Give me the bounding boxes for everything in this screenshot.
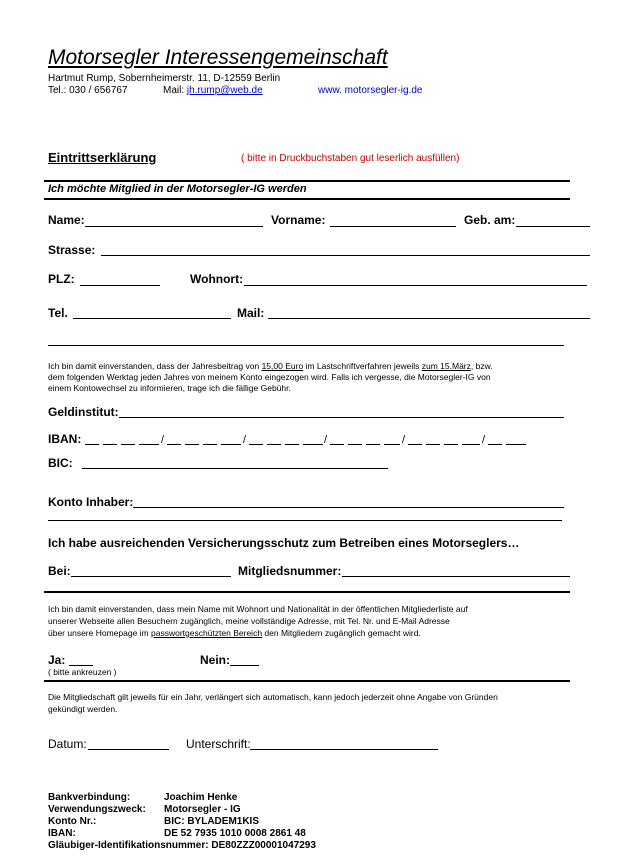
extra-line[interactable]	[48, 345, 564, 346]
konto-inhaber-label: Konto Inhaber:	[48, 495, 134, 509]
consent-line-3a: über unsere Homepage im	[48, 628, 152, 638]
plz-label: PLZ:	[48, 272, 75, 286]
org-mail	[163, 85, 263, 96]
konto-value: BIC: BYLADEM1KIS	[164, 816, 260, 827]
vorname-field[interactable]	[330, 226, 456, 227]
mitgliedsnummer-label: Mitgliedsnummer:	[238, 564, 342, 578]
sepa-text-1a: Ich bin damit einverstanden, dass der Jahresbeitrag von	[48, 361, 262, 371]
glaeubiger-id	[48, 840, 316, 851]
vorname-label: Vorname:	[271, 213, 326, 227]
strasse-field[interactable]	[101, 255, 590, 256]
bank-iban-label: IBAN:	[48, 828, 76, 839]
geb-label: Geb. am:	[464, 213, 516, 227]
form-title: Eintrittserklärung	[48, 150, 157, 165]
divider	[44, 680, 570, 682]
sepa-date: zum 15.März	[421, 361, 471, 371]
plz-field[interactable]	[80, 285, 160, 286]
datum-field[interactable]	[88, 749, 169, 750]
divider	[44, 180, 570, 182]
wohnort-field[interactable]	[244, 285, 587, 286]
unterschrift-label: Unterschrift:	[186, 737, 251, 751]
geldinstitut-field[interactable]	[119, 417, 564, 418]
konto-inhaber-field-2[interactable]	[48, 520, 562, 521]
consent-line-1: Ich bin damit einverstanden, dass mein Name mit Wohnort und Nationalität in der öffentlichen Mitgliederliste auf	[48, 604, 468, 614]
divider	[44, 198, 570, 200]
consent-line-3	[48, 628, 421, 640]
consent-line-3b: den Mitgliedern zugänglich gemacht wird.	[262, 628, 421, 638]
konto-label: Konto Nr.:	[48, 816, 97, 827]
glaeubiger-value: DE80ZZZ00001047293	[211, 840, 316, 851]
sepa-text-1b: im Lastschriftverfahren jeweils	[303, 361, 422, 371]
ja-label: Ja:	[48, 653, 66, 667]
membership-line-2: gekündigt werden.	[48, 704, 118, 714]
membership-intro: Ich möchte Mitglied in der Motorsegler-IG werden	[48, 183, 307, 195]
iban-label: IBAN:	[48, 432, 82, 446]
mail-field-label: Mail:	[237, 306, 265, 320]
ja-checkbox-field[interactable]	[69, 665, 93, 666]
mitgliedsnummer-field[interactable]	[342, 576, 570, 577]
verwendungszweck-label: Verwendungszweck:	[48, 804, 146, 815]
wohnort-label: Wohnort:	[190, 272, 244, 286]
mail-label: Mail:	[163, 85, 185, 96]
unterschrift-field[interactable]	[250, 749, 438, 750]
bei-label: Bei:	[48, 564, 71, 578]
name-field[interactable]	[85, 226, 263, 227]
bankverbindung-value: Joachim Henke	[164, 792, 238, 803]
org-phone: Tel.: 030 / 656767	[48, 85, 128, 96]
konto-inhaber-field[interactable]	[133, 507, 564, 508]
org-address: Hartmut Rump, Sobernheimerstr. 11, D-12559 Berlin	[48, 73, 281, 84]
nein-checkbox-field[interactable]	[230, 665, 259, 666]
mail-link[interactable]: jh.rump@web.de	[186, 85, 263, 96]
consent-line-2: unserer Webseite allen Besuchern zugänglich, meine vollständige Adresse, mit Tel. Nr. und E-Mail Adresse	[48, 616, 450, 626]
strasse-label: Strasse:	[48, 243, 96, 257]
membership-line-1: Die Mitgliedschaft gilt jeweils für ein Jahr, verlängert sich automatisch, kann jedoch jederzeit ohne Angabe von Gründen	[48, 692, 498, 702]
insurance-statement: Ich habe ausreichenden Versicherungsschutz zum Betreiben eines Motorseglers…	[48, 536, 520, 550]
geb-field[interactable]	[516, 226, 590, 227]
consent-hint: ( bitte ankreuzen )	[48, 667, 117, 677]
sepa-text-1c: , bzw.	[470, 361, 493, 371]
bic-label: BIC:	[48, 456, 73, 470]
sepa-amount: 15,00 Euro	[261, 361, 304, 371]
divider	[44, 591, 570, 593]
mail-field[interactable]	[268, 318, 590, 319]
bei-field[interactable]	[71, 576, 231, 577]
tel-label: Tel.	[48, 306, 68, 320]
sepa-text-line-1	[48, 361, 493, 373]
bic-field[interactable]	[82, 468, 388, 469]
form-instruction: ( bitte in Druckbuchstaben gut leserlich ausfüllen)	[241, 153, 460, 164]
bank-iban-value: DE 52 7935 1010 0008 2861 48	[164, 828, 306, 839]
bankverbindung-label: Bankverbindung:	[48, 792, 131, 803]
verwendungszweck-value: Motorsegler - IG	[164, 804, 241, 815]
tel-field[interactable]	[73, 318, 231, 319]
name-label: Name:	[48, 213, 85, 227]
sepa-text-line-3: einem Kontowechsel zu informieren, trage ich die fällige Gebühr.	[48, 383, 291, 393]
website-link[interactable]: www. motorsegler-ig.de	[318, 85, 423, 96]
org-name: Motorsegler Interessengemeinschaft	[48, 46, 388, 69]
geldinstitut-label: Geldinstitut:	[48, 405, 119, 419]
datum-label: Datum:	[48, 737, 87, 751]
nein-label: Nein:	[200, 653, 230, 667]
consent-protected-area: passwortgeschützten Bereich	[151, 628, 263, 638]
glaeubiger-label: Gläubiger-Identifikationsnummer:	[48, 840, 209, 851]
sepa-text-line-2: dem folgenden Werktag jeden Jahres von meinem Konto eingezogen wird. Falls ich vergesse, die Motorsegler-IG von	[48, 372, 491, 382]
